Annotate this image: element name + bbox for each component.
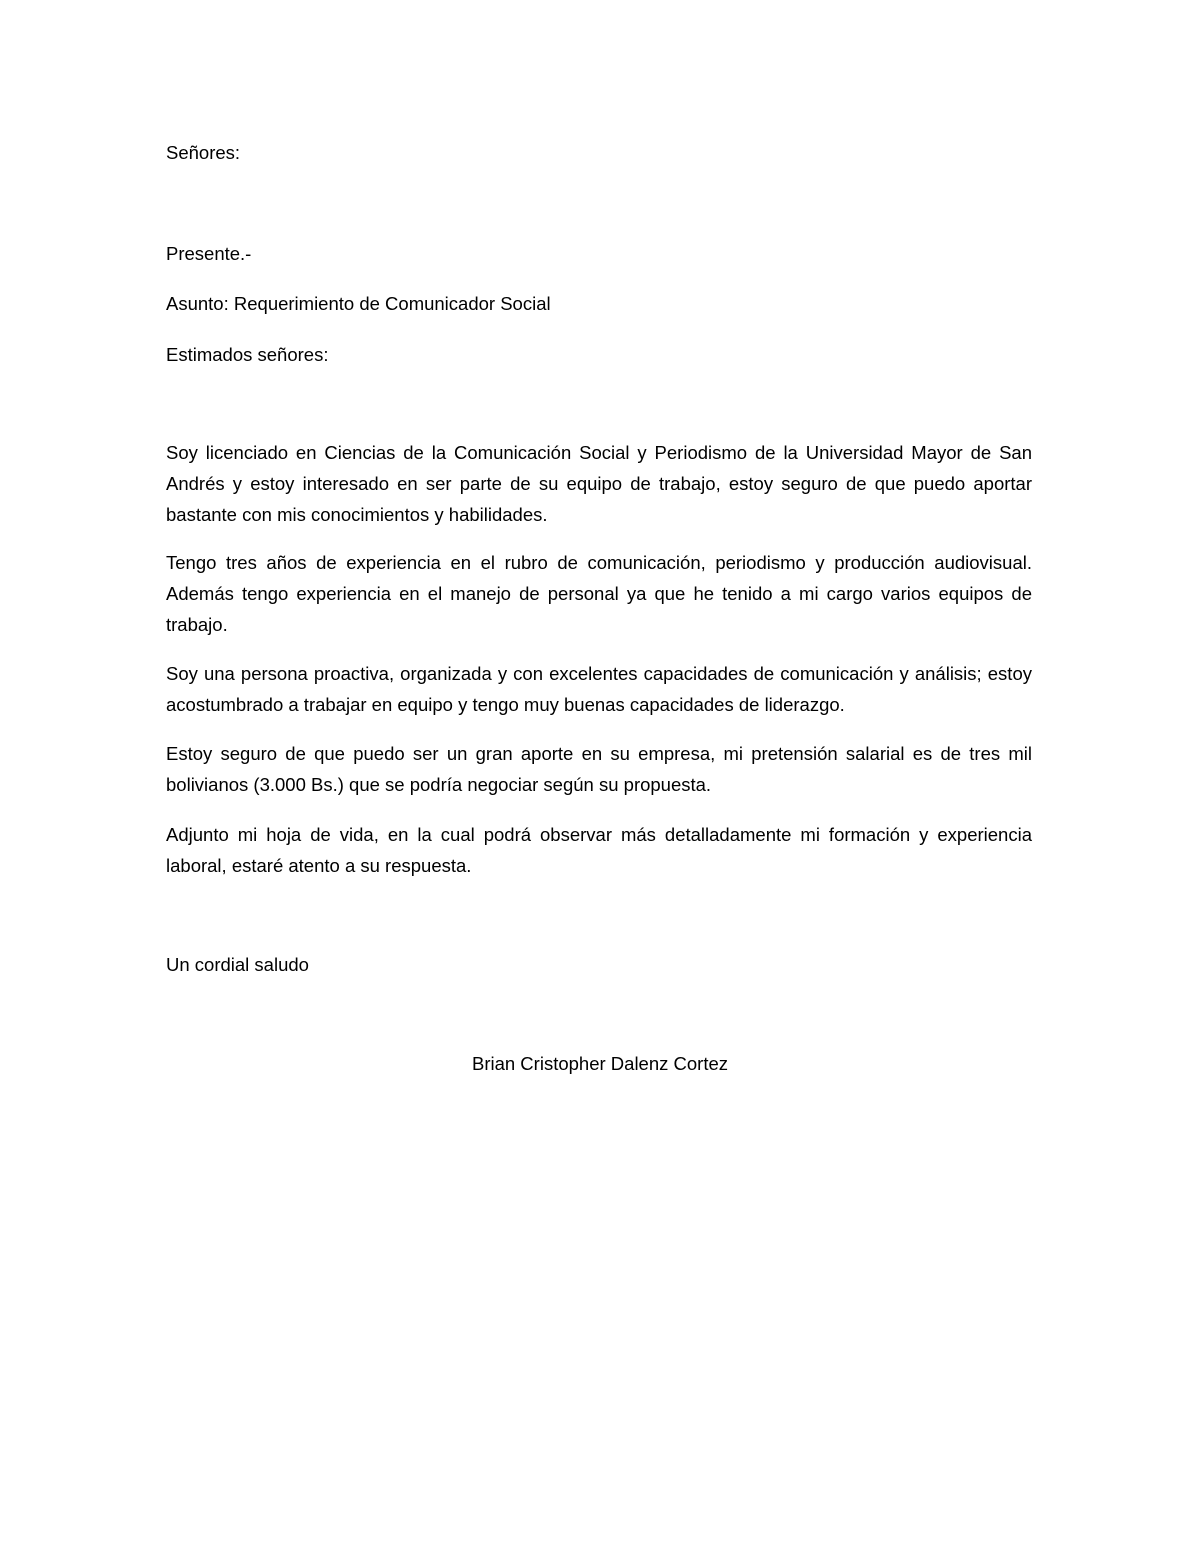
closing: Un cordial saludo bbox=[166, 954, 309, 975]
body-paragraph-3: Soy una persona proactiva, organizada y con excelentes capacidades de comunicación y análisis; estoy acostumbrado a trabajar en equipo y tengo muy buenas capacidades de liderazgo. bbox=[166, 663, 1032, 715]
presente-line: Presente.- bbox=[166, 243, 252, 264]
subject-line: Asunto: Requerimiento de Comunicador Social bbox=[166, 293, 551, 314]
body-paragraph-5: Adjunto mi hoja de vida, en la cual podrá observar más detalladamente mi formación y experiencia laboral, estaré atento a su respuesta. bbox=[166, 824, 1032, 876]
signature-name: Brian Cristopher Dalenz Cortez bbox=[471, 1053, 729, 1074]
body-paragraph-4: Estoy seguro de que puedo ser un gran aporte en su empresa, mi pretensión salarial es de tres mil bolivianos (3.000 Bs.) que se podría negociar según su propuesta. bbox=[166, 743, 1032, 795]
body-paragraph-1: Soy licenciado en Ciencias de la Comunicación Social y Periodismo de la Universidad Mayor de San Andrés y estoy interesado en ser parte de su equipo de trabajo, estoy seguro de que puedo aportar bastante con mis conocimientos y habilidades. bbox=[166, 442, 1032, 525]
salutation: Señores: bbox=[166, 142, 241, 163]
greeting: Estimados señores: bbox=[166, 344, 329, 365]
body-paragraph-2: Tengo tres años de experiencia en el rubro de comunicación, periodismo y producción audiovisual. Además tengo experiencia en el manejo de personal ya que he tenido a mi cargo varios equipos de trabajo. bbox=[166, 552, 1032, 635]
